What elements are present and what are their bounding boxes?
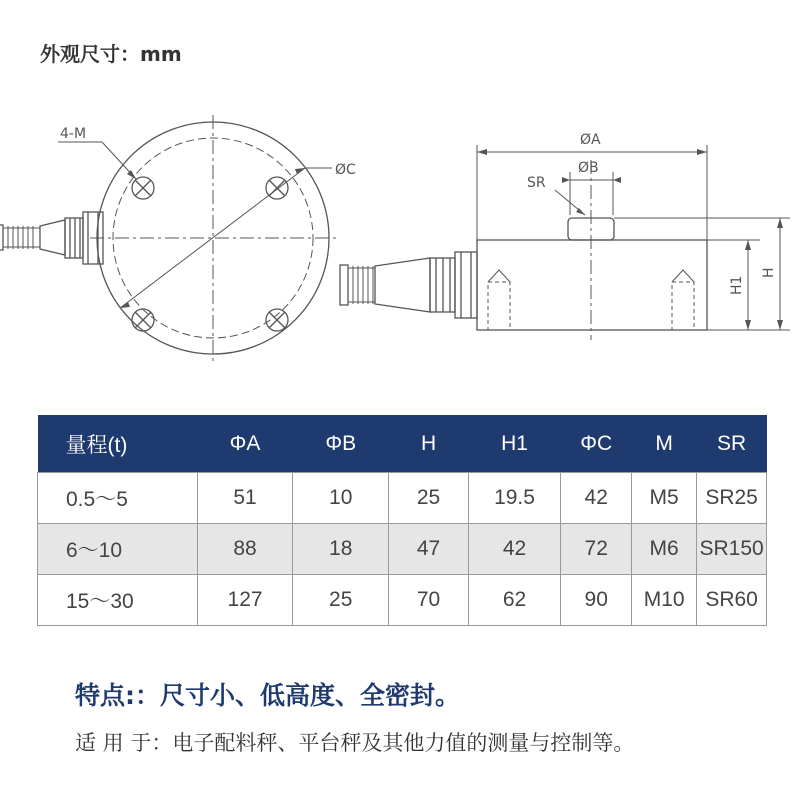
table-cell: M10 [632,575,697,626]
usage-text: 适 用 于：电子配料秤、平台秤及其他力值的测量与控制等。 [75,731,635,755]
label-4m: 4-M [60,126,87,142]
header-sr: SR [697,415,767,473]
table-row [38,575,767,626]
label-phi-b: ØB [578,160,599,176]
table-cell: 72 [561,524,632,575]
table-cell: M6 [632,524,697,575]
header-m: M [632,415,697,473]
header-range: 量程(t) [38,415,198,473]
label-h1: H1 [729,275,745,295]
label-h: H [761,267,777,278]
table-cell: 88 [198,524,293,575]
table-cell: SR150 [697,524,767,575]
table-cell: 18 [293,524,389,575]
table-cell: 127 [198,575,293,626]
top-view-drawing [0,115,340,362]
header-phi-a: ΦA [198,415,293,473]
label-phi-c: ØC [335,162,356,178]
table-cell: 47 [389,524,468,575]
table-cell: 70 [389,575,468,626]
label-sr: SR [527,175,546,191]
table-cell: 62 [468,575,561,626]
table-cell: 15～30 [38,575,198,626]
header-h: H [389,415,468,473]
table-cell: SR60 [697,575,767,626]
table-cell: 42 [468,524,561,575]
table-cell: 0.5～5 [38,473,198,524]
dimension-title: 外观尺寸：mm [40,42,182,66]
table-cell: M5 [632,473,697,524]
table-cell: 19.5 [468,473,561,524]
table-cell: 25 [293,575,389,626]
header-phi-b: ΦB [293,415,389,473]
table-cell: 51 [198,473,293,524]
technical-drawing [0,100,800,400]
label-phi-a: ØA [580,132,601,148]
table-row [38,473,767,524]
header-h1: H1 [468,415,561,473]
spec-table [37,415,767,626]
table-cell: SR25 [697,473,767,524]
table-cell: 6～10 [38,524,198,575]
table-cell: 42 [561,473,632,524]
table-cell: 10 [293,473,389,524]
header-phi-c: ΦC [561,415,632,473]
side-view-drawing [340,145,790,340]
table-cell: 90 [561,575,632,626]
table-cell: 25 [389,473,468,524]
features-text: 特点:：尺寸小、低高度、全密封。 [75,681,460,710]
table-header-row [38,415,767,473]
table-row [38,524,767,575]
